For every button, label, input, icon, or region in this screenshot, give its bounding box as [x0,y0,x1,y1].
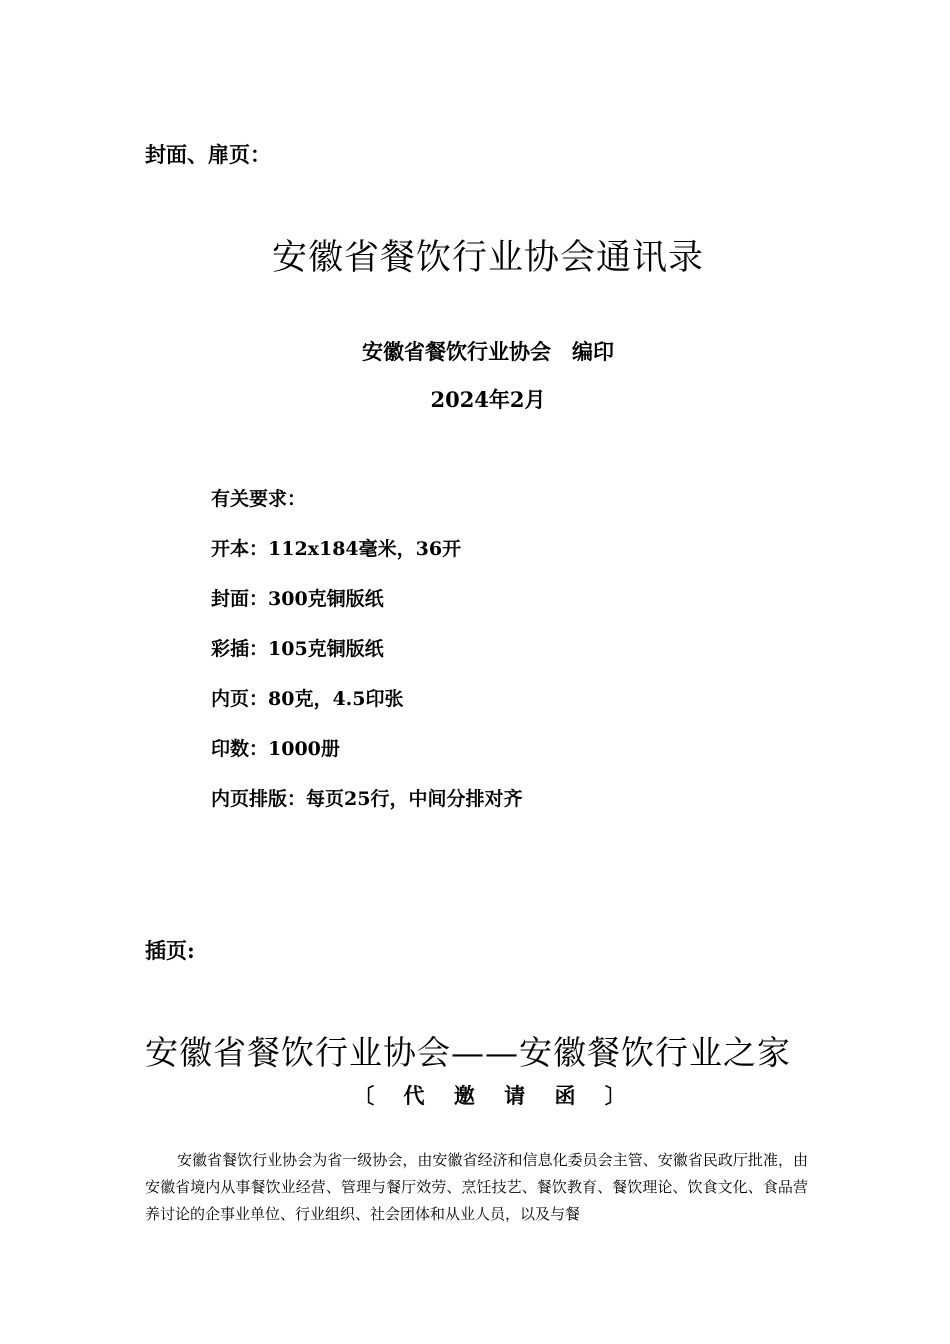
requirement-item: 内页排版：每页25行，中间分排对齐 [211,788,523,810]
document-title: 安徽省餐饮行业协会通讯录 [271,238,704,278]
publish-date: 2024年2月 [430,387,546,412]
requirement-item: 彩插：105克铜版纸 [211,638,384,660]
requirements-block [211,486,522,836]
insert-subtitle: 〔 代 邀 请 函 〕 [353,1083,637,1108]
publisher-line: 安徽省餐饮行业协会 编印 [362,339,614,364]
cover-section-label: 封面、扉页： [145,142,271,167]
intro-paragraph: 安徽省餐饮行业协会为省一级协会，由安徽省经济和信息化委员会主管、安徽省民政厅批准，由安徽省境内从事餐饮业经营、管理与餐厅效劳、烹饪技艺、餐饮教育、餐饮理论、饮食文化、食品营养讨论的企事业单位、行业组织、社会团体和从业人员，以及与餐 [145,1151,808,1223]
requirement-item: 印数：1000册 [211,738,340,760]
requirements-heading: 有关要求： [211,488,307,510]
insert-title: 安徽省餐饮行业协会——安徽餐饮行业之家 [145,1033,791,1072]
requirement-item: 封面：300克铜版纸 [211,588,384,610]
requirement-item: 开本：112x184毫米，36开 [211,538,462,560]
requirement-item: 内页：80克，4.5印张 [211,688,404,710]
insert-section-label: 插页: [145,938,195,963]
